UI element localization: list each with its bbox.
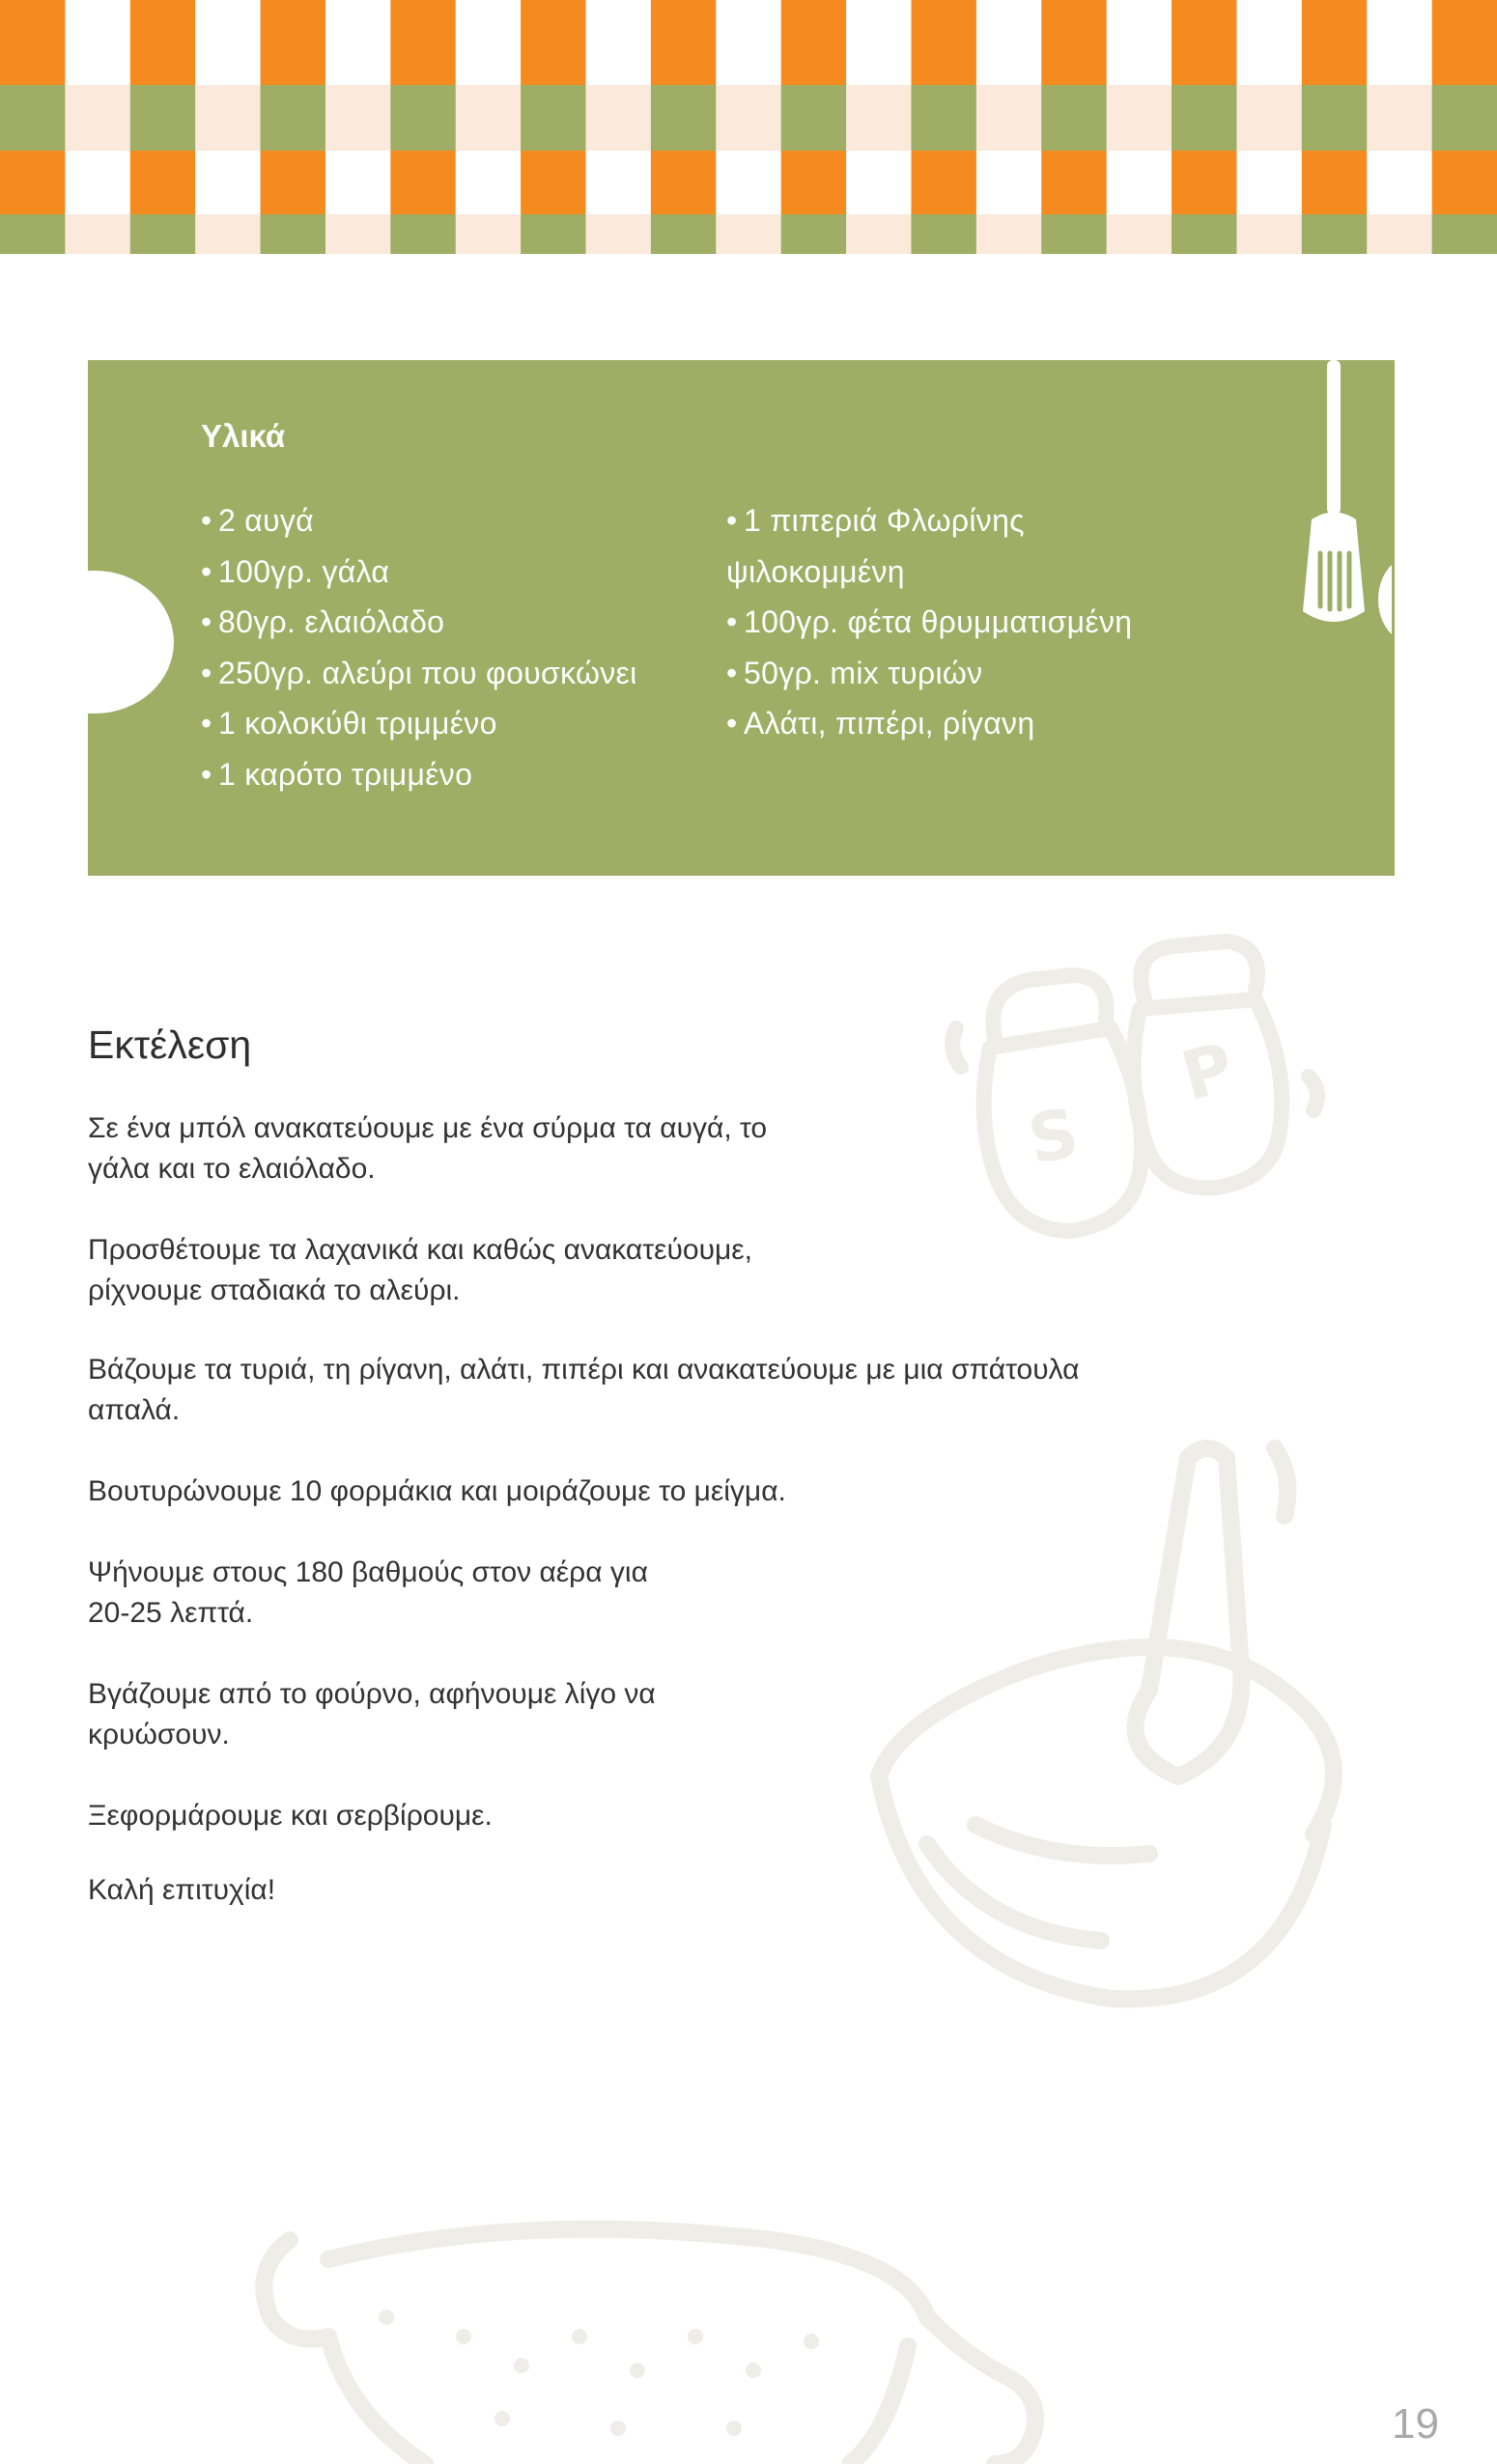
- step-line: Σε ένα μπόλ ανακατεύουμε με ένα σύρμα τα αυγά, το: [88, 1112, 768, 1144]
- salt-letter: S: [1022, 1093, 1085, 1180]
- gingham-cell: [1172, 214, 1237, 254]
- gingham-cell: [390, 85, 456, 151]
- ingredient-item: • 2 αυγά: [201, 503, 314, 538]
- gingham-cell: [390, 214, 456, 254]
- gingham-cell: [195, 0, 261, 85]
- gingham-cell: [1107, 85, 1172, 151]
- gingham-cell: [586, 214, 652, 254]
- gingham-cell: [1236, 0, 1302, 85]
- gingham-cell: [195, 151, 261, 214]
- gingham-cell: [390, 151, 456, 214]
- step-line: απαλά.: [88, 1394, 181, 1426]
- step-line: 20-25 λεπτά.: [88, 1597, 254, 1629]
- step-line: γάλα και το ελαιόλαδο.: [88, 1153, 376, 1185]
- gingham-cell: [261, 151, 326, 214]
- gingham-cell: [1302, 151, 1368, 214]
- ingredients-panel: [88, 360, 1395, 876]
- gingham-cell: [261, 214, 326, 254]
- ingredient-item: • 100γρ. φέτα θρυμματισμένη: [726, 604, 1133, 639]
- ingredient-item: • 100γρ. γάλα: [201, 553, 390, 589]
- gingham-cell: [195, 85, 261, 151]
- gingham-cell: [1367, 0, 1432, 85]
- gingham-cell: [456, 214, 522, 254]
- ingredient-item: • 1 πιπεριά Φλωρίνης: [726, 503, 1025, 538]
- gingham-cell: [1432, 0, 1497, 85]
- pepper-letter: P: [1173, 1026, 1242, 1117]
- gingham-cell: [1432, 151, 1497, 214]
- gingham-cell: [651, 151, 717, 214]
- gingham-cell: [911, 214, 976, 254]
- gingham-cell: [130, 214, 196, 254]
- gingham-cell: [0, 0, 66, 85]
- ingredient-item: • 1 κολοκύθι τριμμένο: [201, 706, 497, 741]
- step-line: Προσθέτουμε τα λαχανικά και καθώς ανακατεύουμε,: [88, 1234, 752, 1266]
- ingredients-list-left: [201, 495, 703, 799]
- gingham-cell: [911, 0, 976, 85]
- gingham-cell: [325, 214, 391, 254]
- spatula-and-spoon-icon: [1208, 360, 1392, 669]
- gingham-cell: [1236, 151, 1302, 214]
- step-line: Βγάζουμε από το φούρνο, αφήνουμε λίγο να: [88, 1678, 656, 1710]
- gingham-header: [0, 0, 1497, 254]
- gingham-cell: [846, 151, 912, 214]
- gingham-cell: [716, 85, 781, 151]
- gingham-cell: [1432, 214, 1497, 254]
- colander-icon: [232, 2201, 1101, 2464]
- gingham-cell: [195, 214, 261, 254]
- ingredient-item: • 50γρ. mix τυριών: [726, 655, 983, 690]
- gingham-cell: [0, 214, 66, 254]
- gingham-cell: [261, 0, 326, 85]
- gingham-cell: [1041, 214, 1107, 254]
- gingham-cell: [1302, 0, 1368, 85]
- gingham-cell: [1302, 214, 1368, 254]
- gingham-cell: [586, 151, 652, 214]
- gingham-cell: [781, 151, 847, 214]
- gingham-cell: [716, 151, 781, 214]
- gingham-cell: [846, 85, 912, 151]
- gingham-cell: [716, 0, 781, 85]
- gingham-cell: [976, 151, 1042, 214]
- gingham-cell: [456, 151, 522, 214]
- gingham-cell: [65, 0, 130, 85]
- gingham-cell: [0, 151, 66, 214]
- step-line: Βάζουμε τα τυριά, τη ρίγανη, αλάτι, πιπέρι και ανακατεύουμε με μια σπάτουλα: [88, 1354, 1080, 1386]
- step-line: Βουτυρώνουμε 10 φορμάκια και μοιράζουμε το μείγμα.: [88, 1475, 786, 1507]
- gingham-cell: [261, 85, 326, 151]
- gingham-cell: [911, 151, 976, 214]
- gingham-cell: [781, 0, 847, 85]
- gingham-cell: [846, 0, 912, 85]
- gingham-cell: [325, 85, 391, 151]
- gingham-cell: [781, 214, 847, 254]
- gingham-cell: [1107, 0, 1172, 85]
- gingham-cell: [130, 85, 196, 151]
- gingham-cell: [781, 85, 847, 151]
- gingham-cell: [1367, 214, 1432, 254]
- gingham-cell: [1107, 214, 1172, 254]
- gingham-cell: [521, 151, 586, 214]
- gingham-cell: [586, 85, 652, 151]
- panel-notch: [88, 571, 174, 714]
- gingham-cell: [1236, 85, 1302, 151]
- gingham-cell: [651, 0, 717, 85]
- gingham-cell: [586, 0, 652, 85]
- gingham-cell: [1367, 151, 1432, 214]
- gingham-cell: [130, 151, 196, 214]
- ingredient-item: • 1 καρότο τριμμένο: [201, 756, 473, 792]
- gingham-cell: [65, 85, 130, 151]
- gingham-cell: [1107, 151, 1172, 214]
- gingham-cell: [65, 151, 130, 214]
- ingredients-list-right: [726, 495, 1267, 749]
- gingham-cell: [1172, 85, 1237, 151]
- gingham-cell: [325, 0, 391, 85]
- gingham-cell: [1236, 214, 1302, 254]
- ingredient-item: • 80γρ. ελαιόλαδο: [201, 604, 445, 639]
- gingham-cell: [1041, 0, 1107, 85]
- ingredients-title: Υλικά: [201, 418, 286, 454]
- page-number: 19: [1392, 2400, 1439, 2448]
- gingham-cell: [390, 0, 456, 85]
- gingham-cell: [976, 85, 1042, 151]
- salt-pepper-shakers-icon: [937, 922, 1352, 1255]
- gingham-cell: [651, 85, 717, 151]
- gingham-cell: [521, 214, 586, 254]
- gingham-cell: [976, 0, 1042, 85]
- step-line: Ξεφορμάρουμε και σερβίρουμε.: [88, 1800, 493, 1832]
- mixing-bowl-whisk-icon: [860, 1429, 1400, 2037]
- gingham-cell: [521, 85, 586, 151]
- gingham-pattern: [0, 0, 1497, 254]
- gingham-cell: [716, 214, 781, 254]
- gingham-cell: [976, 214, 1042, 254]
- step-line: ρίχνουμε σταδιακά το αλεύρι.: [88, 1274, 461, 1306]
- gingham-cell: [130, 0, 196, 85]
- gingham-cell: [1172, 151, 1237, 214]
- step-line: Καλή επιτυχία!: [88, 1874, 276, 1906]
- step-line: κρυώσουν.: [88, 1719, 230, 1750]
- gingham-cell: [521, 0, 586, 85]
- gingham-cell: [911, 85, 976, 151]
- gingham-cell: [1302, 85, 1368, 151]
- gingham-cell: [0, 85, 66, 151]
- ingredient-item: • Αλάτι, πιπέρι, ρίγανη: [726, 706, 1035, 741]
- gingham-cell: [1041, 85, 1107, 151]
- gingham-cell: [846, 214, 912, 254]
- gingham-cell: [1041, 151, 1107, 214]
- method-title: Εκτέλεση: [88, 1022, 252, 1067]
- gingham-cell: [456, 0, 522, 85]
- gingham-cell: [1432, 85, 1497, 151]
- gingham-cell: [1367, 85, 1432, 151]
- ingredient-item: • 250γρ. αλεύρι που φουσκώνει: [201, 655, 637, 690]
- gingham-cell: [325, 151, 391, 214]
- ingredient-item-continued: ψιλοκομμένη: [726, 553, 905, 589]
- gingham-cell: [65, 214, 130, 254]
- gingham-cell: [1172, 0, 1237, 85]
- gingham-cell: [456, 85, 522, 151]
- step-line: Ψήνουμε στους 180 βαθμούς στον αέρα για: [88, 1556, 648, 1588]
- gingham-cell: [651, 214, 717, 254]
